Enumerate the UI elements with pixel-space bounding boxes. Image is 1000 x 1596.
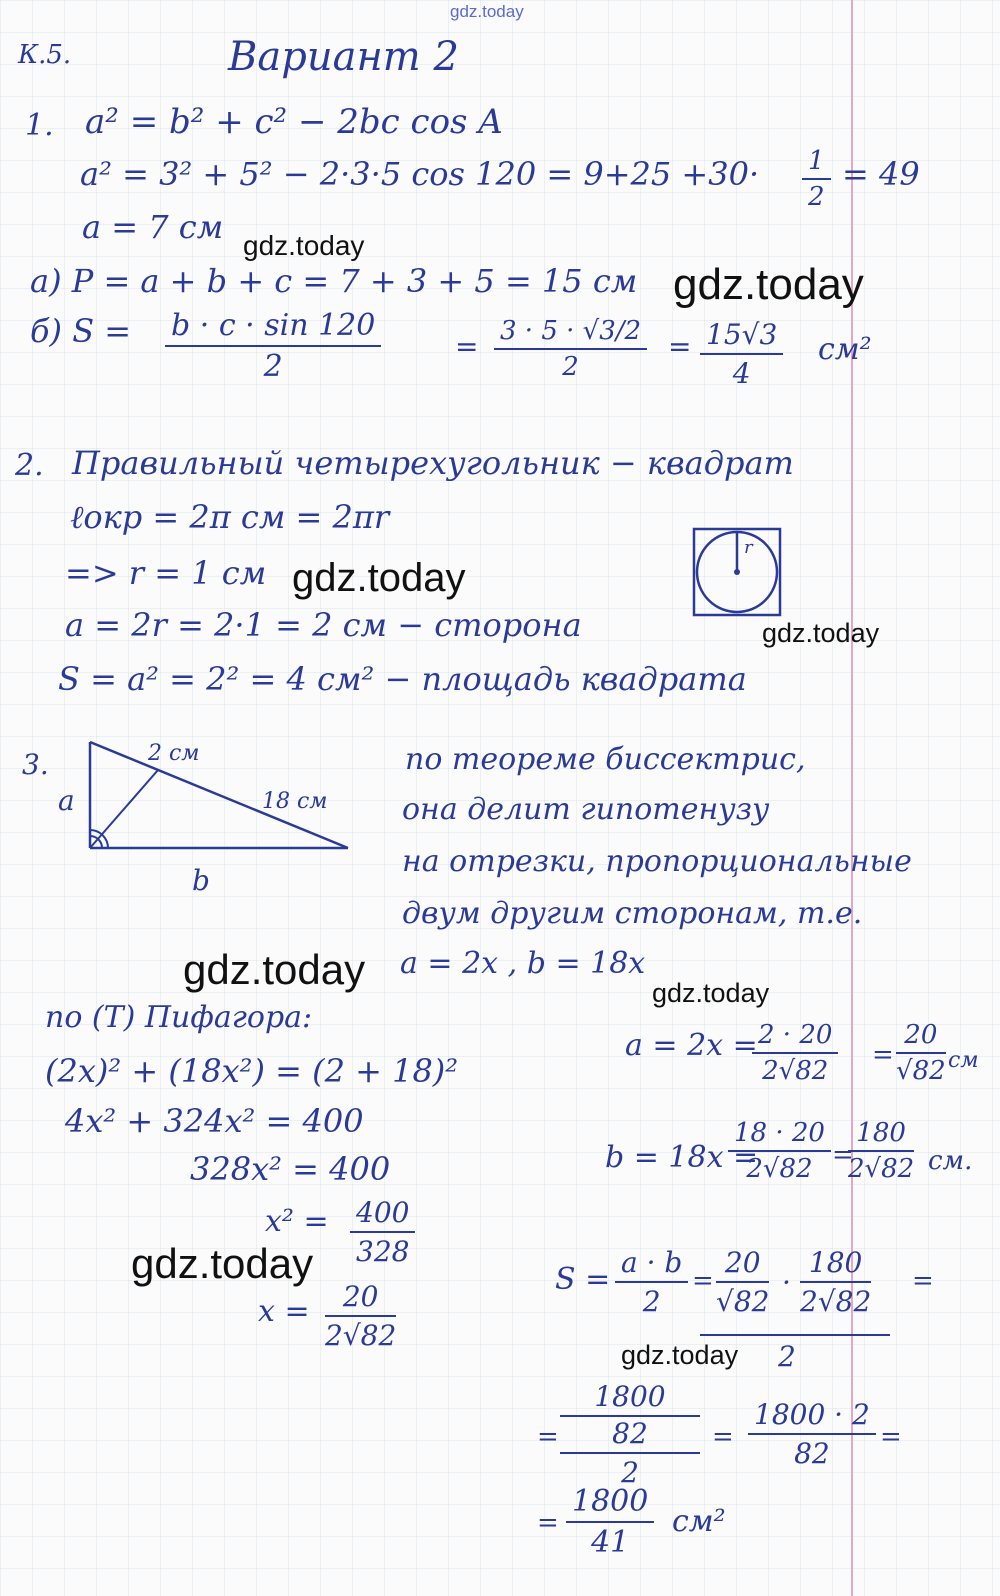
task1-result: = 49 [842,155,920,193]
watermark: gdz.today [131,1240,314,1287]
square-with-inscribed-circle [690,525,786,621]
task2-line-3: => r = 1 см [65,554,267,592]
watermark: gdz.today [183,946,366,993]
leg-b-label: b [192,864,210,897]
equals-sign: = [537,1508,559,1538]
task3-pythagoras-eq: (2x)² + (18x²) = (2 + 18)² [45,1052,459,1090]
equals-sign: = [455,330,479,363]
radius-label: r [744,537,753,558]
task3-final-fraction: $\frac{1800}{41}$ [566,1484,654,1560]
task1-area-unit: см² [818,332,872,367]
task2-line-4: a = 2r = 2·1 = 2 см − сторона [65,606,582,644]
task3-text-5: a = 2x , b = 18x [400,946,646,981]
task3-text-2: она делит гипотенузу [402,792,770,827]
watermark: gdz.today [243,230,365,261]
task3-area-overall-denominator: 2 [778,1340,796,1373]
task3-x-fraction: $\frac{20}{2√82}$ [325,1280,397,1352]
task1-area-fraction-1: $\frac{b \cdot c \cdot \sin 120}{2}$ [165,308,381,384]
task3-step-1: 4x² + 324x² = 400 [65,1102,364,1140]
equals-sign: = [832,1140,854,1170]
task1-half-fraction: $\frac{1}{2}$ [802,146,831,212]
fraction-bar [700,1334,890,1336]
watermark: gdz.today [673,260,864,309]
equals-sign: = [880,1422,902,1452]
notebook-margin-line [851,0,853,1596]
task3-pythagoras-title: по (Т) Пифагора: [45,1000,313,1035]
task3-number: 3. [22,748,49,781]
task2-line-5: S = a² = 2² = 4 см² − площадь квадрата [58,660,747,698]
task1-cosine-law: a² = b² + c² − 2bc cos A [85,102,503,142]
watermark: gdz.today [652,978,770,1008]
task3-b-unit: см. [928,1146,973,1176]
equals-sign: = [872,1040,894,1070]
task3-b-fraction-simplified: $\frac{180}{2√82}$ [848,1118,915,1184]
task3-b-label: b = 18x = [605,1140,759,1175]
task1-number: 1. [25,108,54,143]
task3-x-squared-fraction: $\frac{400}{328}$ [350,1196,415,1268]
equals-sign: = [712,1422,734,1452]
task2-line-1: Правильный четырехугольник − квадрат [72,444,794,482]
task3-text-1: по теореме биссектрис, [405,742,806,777]
equals-sign: = [537,1422,559,1452]
task3-text-3: на отрезки, пропорциональные [402,844,912,879]
task2-line-2: ℓокр = 2π см = 2πr [70,498,390,536]
task3-area-fraction: $\frac{a \cdot b}{2}$ [615,1246,688,1318]
task3-step-2: 328x² = 400 [190,1150,391,1188]
task3-text-4: двум другим сторонам, т.е. [402,896,863,931]
task3-area-label: S = [555,1262,611,1297]
leg-a-label: a [58,784,75,817]
task1-perimeter: а) P = a + b + c = 7 + 3 + 5 = 15 см [30,262,638,300]
work-number: К.5. [18,40,72,70]
task3-result-fraction-2: $\frac{1800 \cdot 2}{82}$ [748,1398,876,1470]
segment-label-18: 18 см [262,789,328,814]
task3-a-label: a = 2x = [625,1028,758,1063]
task3-a-fraction: $\frac{2 \cdot 20}{2√82}$ [752,1020,838,1086]
task1-area-fraction-2: $\frac{3 \cdot 5 \cdot √3/2}{2}$ [494,316,647,382]
task3-area-fraction-b: $\frac{180}{2√82}$ [800,1246,872,1318]
task1-side-a: a = 7 см [82,208,224,246]
multiply-dot: · [782,1266,791,1299]
task2-number: 2. [15,448,44,483]
task1-area-fraction-3: $\frac{15√3}{4}$ [700,318,783,390]
task3-a-fraction-simplified: $\frac{20}{√82}$ [896,1020,946,1086]
equals-sign: = [692,1266,714,1296]
task3-x-label: x = [258,1294,310,1329]
task3-x-squared-label: x² = [265,1204,329,1239]
task3-result-compound-fraction: 1800 82 2 [560,1380,700,1489]
segment-label-2: 2 см [148,741,200,766]
task3-b-fraction: $\frac{18 \cdot 20}{2√82}$ [728,1118,831,1184]
task3-final-unit: см² [672,1504,726,1539]
equals-sign: = [668,330,692,363]
task1-area-label: б) S = [30,312,132,350]
watermark: gdz.today [621,1340,739,1370]
center-point [734,569,740,575]
task1-substitution: a² = 3² + 5² − 2·3·5 cos 120 = 9+25 +30· [80,155,760,193]
task3-area-fraction-a: $\frac{20}{√82}$ [716,1246,770,1318]
task3-a-unit: см [948,1048,979,1073]
bisector [90,770,158,848]
right-triangle-figure [50,730,370,905]
variant-title: Вариант 2 [228,34,459,80]
watermark: gdz.today [762,618,880,648]
watermark: gdz.today [292,556,466,600]
equals-sign: = [912,1266,934,1296]
watermark-top: gdz.today [450,2,524,21]
